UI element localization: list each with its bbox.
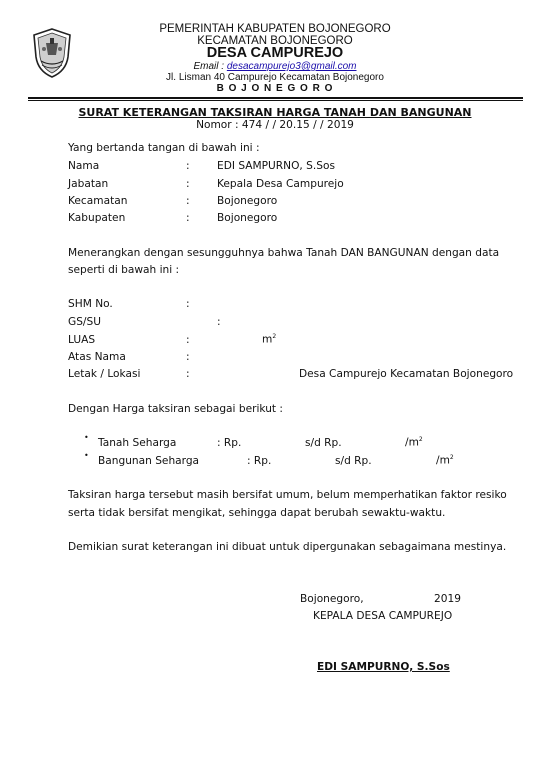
district-line: KECAMATAN BOJONEGORO xyxy=(197,35,353,47)
price-range: s/d Rp. xyxy=(305,437,342,449)
note-line-2: serta tidak bersifat mengikat, sehingga dapat berubah sewaktu-waktu. xyxy=(68,507,446,519)
price-label-building: Bangunan Seharga xyxy=(98,455,200,467)
price-intro: Dengan Harga taksiran sebagai berikut : xyxy=(68,403,284,415)
area-unit: $m^2$ xyxy=(262,333,277,346)
location-label: Letak / Lokasi xyxy=(68,368,141,380)
signatory-name: EDI SAMPURNO, S.Sos xyxy=(317,661,450,673)
field-colon: : xyxy=(217,316,221,328)
letter-number: Nomor : 474 / / 20.15 / / 2019 xyxy=(196,119,354,131)
price-rp: : Rp. xyxy=(247,455,272,467)
signer-name: EDI SAMPURNO, S.Sos xyxy=(217,160,335,172)
gssu-label: GS/SU xyxy=(68,316,101,328)
price-rp: : Rp. xyxy=(217,437,242,449)
luas-label: LUAS xyxy=(68,334,96,346)
closing-statement: Demikian surat keterangan ini dibuat untuk dipergunakan sebagaimana mestinya. xyxy=(68,541,507,553)
header-divider-thin xyxy=(28,100,523,101)
letter-title: SURAT KETERANGAN TAKSIRAN HARGA TANAH DAN BANGUNAN xyxy=(78,106,472,119)
header-divider xyxy=(28,97,523,99)
price-range: s/d Rp. xyxy=(335,455,372,467)
government-line: PEMERINTAH KABUPATEN BOJONEGORO xyxy=(159,23,391,35)
email-line xyxy=(0,61,550,72)
field-colon: : xyxy=(186,160,190,172)
signer-regency: Bojonegoro xyxy=(217,212,278,224)
field-label: Jabatan xyxy=(68,178,109,190)
signature-position: KEPALA DESA CAMPUREJO xyxy=(313,610,453,622)
field-label: Kecamatan xyxy=(68,195,128,207)
signer-intro: Yang bertanda tangan di bawah ini : xyxy=(68,142,260,154)
shm-label: SHM No. xyxy=(68,298,113,310)
location-value: Desa Campurejo Kecamatan Bojonegoro xyxy=(299,368,514,380)
signature-year: 2019 xyxy=(434,593,461,605)
bullet-icon: • xyxy=(84,433,89,442)
field-label: Nama xyxy=(68,160,100,172)
price-unit: $/m^2$ xyxy=(405,436,423,449)
note-line-1: Taksiran harga tersebut masih bersifat umum, belum memperhatikan faktor resiko xyxy=(68,489,507,501)
statement-line-1: Menerangkan dengan sesungguhnya bahwa Tanah DAN BANGUNAN dengan data xyxy=(68,247,500,259)
field-colon: : xyxy=(186,368,190,380)
city-spaced: B O J O N E G O R O xyxy=(216,83,334,94)
price-unit: $/m^2$ xyxy=(436,454,454,467)
signer-position: Kepala Desa Campurejo xyxy=(217,178,344,190)
field-label: Kabupaten xyxy=(68,212,126,224)
email-link[interactable]: desacampurejo3@gmail.com xyxy=(226,61,357,72)
field-colon: : xyxy=(186,334,190,346)
field-colon: : xyxy=(186,195,190,207)
signature-place: Bojonegoro, xyxy=(300,593,364,605)
field-colon: : xyxy=(186,178,190,190)
signer-district: Bojonegoro xyxy=(217,195,278,207)
field-colon: : xyxy=(186,212,190,224)
field-colon: : xyxy=(186,298,190,310)
price-label-land: Tanah Seharga xyxy=(98,437,177,449)
village-name: DESA CAMPUREJO xyxy=(206,45,344,61)
owner-label: Atas Nama xyxy=(68,351,126,363)
field-colon: : xyxy=(186,351,190,363)
statement-line-2: seperti di bawah ini : xyxy=(68,264,180,276)
address-line: Jl. Lisman 40 Campurejo Kecamatan Bojonegoro xyxy=(166,72,384,83)
email-label: Email : xyxy=(193,61,227,72)
bullet-icon: • xyxy=(84,451,89,460)
